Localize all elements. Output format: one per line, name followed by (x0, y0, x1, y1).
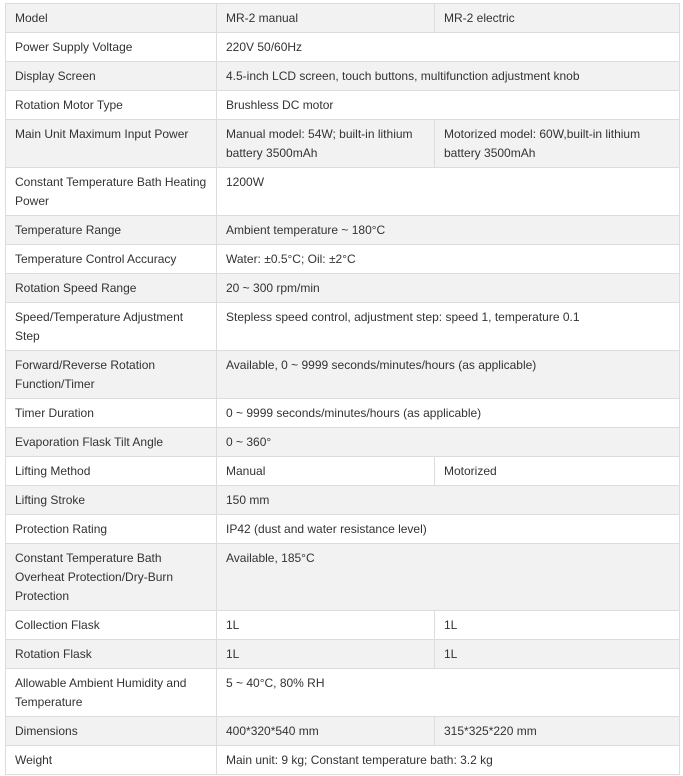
row-value-manual: 1L (217, 611, 435, 640)
table-row (6, 457, 680, 486)
row-label: Protection Rating (6, 515, 217, 544)
table-row (6, 515, 680, 544)
table-row (6, 351, 680, 399)
row-label: Forward/Reverse Rotation Function/Timer (6, 351, 217, 399)
table-row (6, 91, 680, 120)
row-value: Available, 0 ~ 9999 seconds/minutes/hours (as applicable) (217, 351, 680, 399)
table-row (6, 303, 680, 351)
row-value-manual: Manual (217, 457, 435, 486)
row-value-electric: MR-2 electric (435, 4, 680, 33)
row-value-electric: 315*325*220 mm (435, 717, 680, 746)
row-value: 150 mm (217, 486, 680, 515)
row-label: Collection Flask (6, 611, 217, 640)
row-value: Main unit: 9 kg; Constant temperature bath: 3.2 kg (217, 746, 680, 775)
table-row (6, 62, 680, 91)
row-value-electric: Motorized (435, 457, 680, 486)
table-row (6, 120, 680, 168)
row-label: Timer Duration (6, 399, 217, 428)
row-value: 1200W (217, 168, 680, 216)
row-value-electric: Motorized model: 60W,built-in lithium battery 3500mAh (435, 120, 680, 168)
row-value: 5 ~ 40°C, 80% RH (217, 669, 680, 717)
row-label: Temperature Range (6, 216, 217, 245)
table-row (6, 274, 680, 303)
row-value: Water: ±0.5°C; Oil: ±2°C (217, 245, 680, 274)
table-row (6, 4, 680, 33)
row-label: Rotation Motor Type (6, 91, 217, 120)
table-row (6, 544, 680, 611)
row-value: 220V 50/60Hz (217, 33, 680, 62)
row-label: Allowable Ambient Humidity and Temperature (6, 669, 217, 717)
row-value-electric: 1L (435, 611, 680, 640)
row-label: Weight (6, 746, 217, 775)
row-value-manual: MR-2 manual (217, 4, 435, 33)
row-label: Display Screen (6, 62, 217, 91)
table-row (6, 746, 680, 775)
row-value: 20 ~ 300 rpm/min (217, 274, 680, 303)
row-label: Rotation Flask (6, 640, 217, 669)
table-row (6, 33, 680, 62)
table-row (6, 717, 680, 746)
row-value-manual: 400*320*540 mm (217, 717, 435, 746)
row-label: Main Unit Maximum Input Power (6, 120, 217, 168)
table-row (6, 168, 680, 216)
row-label: Power Supply Voltage (6, 33, 217, 62)
table-row (6, 669, 680, 717)
row-value: 0 ~ 360° (217, 428, 680, 457)
row-value: Stepless speed control, adjustment step: speed 1, temperature 0.1 (217, 303, 680, 351)
row-value-manual: 1L (217, 640, 435, 669)
table-row (6, 216, 680, 245)
spec-table (5, 3, 680, 775)
table-row (6, 399, 680, 428)
row-value-manual: Manual model: 54W; built-in lithium battery 3500mAh (217, 120, 435, 168)
row-label: Evaporation Flask Tilt Angle (6, 428, 217, 457)
row-label: Constant Temperature Bath Heating Power (6, 168, 217, 216)
row-label: Lifting Stroke (6, 486, 217, 515)
table-row (6, 640, 680, 669)
table-row (6, 486, 680, 515)
row-value-electric: 1L (435, 640, 680, 669)
table-row (6, 245, 680, 274)
row-value: 4.5-inch LCD screen, touch buttons, multifunction adjustment knob (217, 62, 680, 91)
row-value: Brushless DC motor (217, 91, 680, 120)
spec-table-body (6, 4, 680, 775)
table-row (6, 611, 680, 640)
row-value: Ambient temperature ~ 180°C (217, 216, 680, 245)
row-label: Temperature Control Accuracy (6, 245, 217, 274)
row-label: Constant Temperature Bath Overheat Protection/Dry-Burn Protection (6, 544, 217, 611)
row-label: Dimensions (6, 717, 217, 746)
row-label: Model (6, 4, 217, 33)
row-value: Available, 185°C (217, 544, 680, 611)
table-row (6, 428, 680, 457)
row-label: Rotation Speed Range (6, 274, 217, 303)
row-value: IP42 (dust and water resistance level) (217, 515, 680, 544)
row-label: Speed/Temperature Adjustment Step (6, 303, 217, 351)
row-label: Lifting Method (6, 457, 217, 486)
row-value: 0 ~ 9999 seconds/minutes/hours (as applicable) (217, 399, 680, 428)
